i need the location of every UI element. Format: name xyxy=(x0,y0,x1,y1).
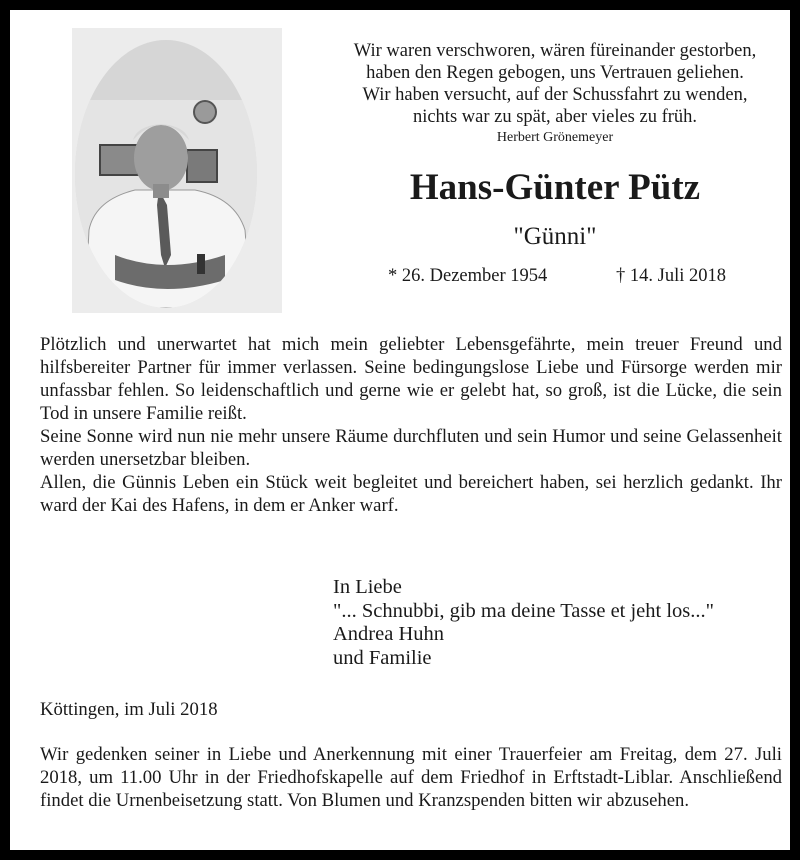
quote-author: Herbert Grönemeyer xyxy=(496,130,614,145)
main-text-paragraph: Allen, die Günnis Leben ein Stück weit begleitet und bereichert haben, sei herzlich gedankt. Ihr ward der Kai des Hafens, in dem er Anker warf. xyxy=(40,472,782,516)
main-text xyxy=(40,333,782,517)
closing-saying: "... Schnubbi, gib ma deine Tasse et jeht los..." xyxy=(333,599,715,622)
quote-block xyxy=(312,40,798,148)
quote-line: haben den Regen gebogen, uns Vertrauen geliehen. xyxy=(366,63,744,83)
main-text-paragraph: Seine Sonne wird nun nie mehr unsere Räume durchfluten und sein Humor und seine Gelassenheit werden unersetzbar bleiben. xyxy=(40,426,782,470)
quote-line: Wir waren verschworen, wären füreinander gestorben, xyxy=(353,41,757,61)
quote-line: nichts war zu spät, aber vieles zu früh. xyxy=(412,107,698,127)
closing-signature xyxy=(333,576,714,670)
deceased-nickname: "Günni" xyxy=(513,223,597,250)
funeral-notice xyxy=(40,743,782,812)
main-text-paragraph: Plötzlich und unerwartet hat mich mein geliebter Lebensgefährte, mein treuer Freund und hilfsbereiter Partner für immer verlassen. Seine bedingungslose Liebe und Fürsorge werden mir unfassbar fehlen. So leidenschaftlich und gerne wie er gelebt hat, so groß, ist die Lücke, die sein Tod in unsere Familie reißt. xyxy=(40,334,782,424)
deceased-name: Hans-Günter Pütz xyxy=(409,167,701,208)
portrait-photo xyxy=(75,40,257,308)
quote-line: Wir haben versucht, auf der Schussfahrt zu wenden, xyxy=(362,85,748,105)
portrait-illustration xyxy=(75,40,257,308)
closing-family: und Familie xyxy=(333,646,432,669)
funeral-notice-text: Wir gedenken seiner in Liebe und Anerkennung mit einer Trauerfeier am Freitag, dem 27. Juli 2018, um 11.00 Uhr in der Friedhofskapelle auf dem Friedhof in Erftstadt-Liblar. Anschließend findet die Urnenbeisetzung statt. Von Blumen und Kranzspenden bitten wir abzusehen. xyxy=(40,744,782,811)
death-date: † 14. Juli 2018 xyxy=(616,266,726,286)
closing-greeting: In Liebe xyxy=(333,576,402,598)
portrait-photo-backdrop xyxy=(72,28,282,313)
birth-date: * 26. Dezember 1954 xyxy=(388,266,548,286)
closing-signer: Andrea Huhn xyxy=(333,623,445,645)
place-date: Köttingen, im Juli 2018 xyxy=(40,699,218,720)
